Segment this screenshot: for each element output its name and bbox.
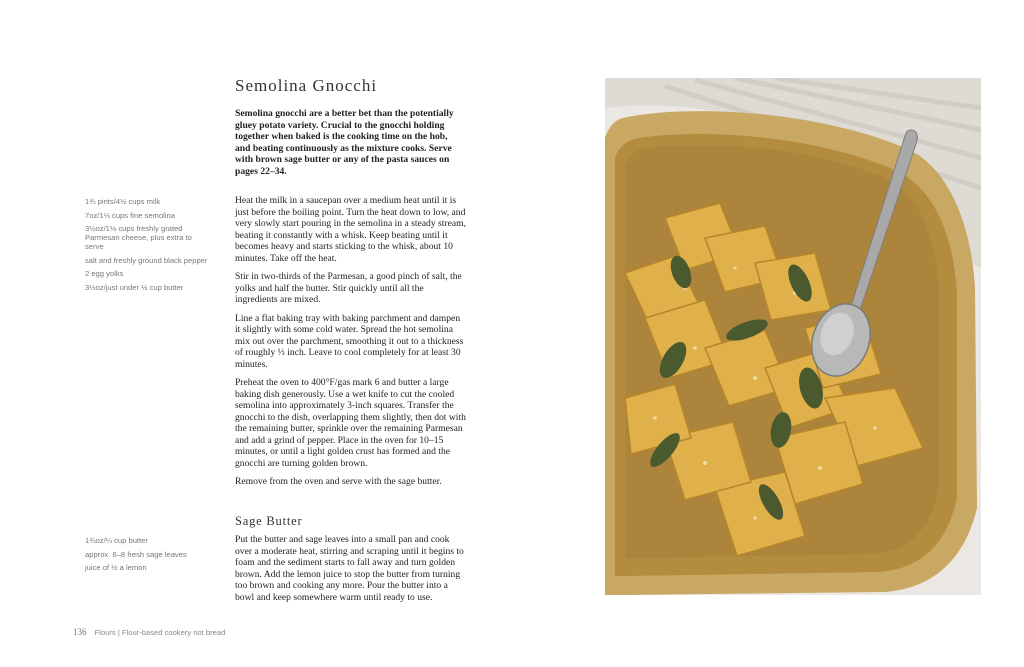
page-number: 136 <box>73 627 87 637</box>
ingredient-item: approx. 6–8 fresh sage leaves <box>85 549 187 559</box>
sage-butter-ingredients <box>85 536 210 577</box>
ingredient-item: 7oz/1⅓ cups fine semolina <box>85 210 175 220</box>
ingredient-item: salt and freshly ground black pepper <box>85 255 208 265</box>
recipe-intro: Semolina gnocchi are a better bet than the potentially gluey potato variety. Crucial to the gnocchi holding together when baked is the cooking time on the hob, and beating continuously as the mixture cooks. Serve with brown sage butter or any of the pasta sauces on pages 22–34. <box>235 108 454 177</box>
method-step: Preheat the oven to 400°F/gas mark 6 and butter a large baking dish generously. Use a wet knife to cut the cooled semolina into approximately 3-inch squares. Transfer the gnocchi to the dish, overlapping them slightly, then dot with the remaining butter, sprinkle over the remaining Parmesan and add a grind of pepper. Place in the oven for 10–15 minutes, or until a light golden crust has formed and the gnocchi are turning golden brown. <box>235 377 466 469</box>
method-step: Line a flat baking tray with baking parchment and dampen it slightly with some cold water. Spread the hot semolina mix out over the parchment, smoothing it out to a thickness of roughly ⅓ inch. Leave to cool completely for at least 30 minutes. <box>235 312 464 370</box>
section-label: Flours | Flour-based cookery not bread <box>94 628 226 637</box>
sage-butter-title: Sage Butter <box>235 514 303 528</box>
ingredient-item: 2 egg yolks <box>85 269 124 278</box>
sage-butter-method <box>235 534 467 610</box>
method-step: Stir in two-thirds of the Parmesan, a good pinch of salt, the yolks and half the butter. Stir quickly until all the ingredients are mixed. <box>235 271 462 305</box>
ingredient-item: 3½oz/just under ½ cup butter <box>85 282 184 292</box>
ingredients-list <box>85 197 210 296</box>
method-steps <box>235 195 467 495</box>
recipe-title: Semolina Gnocchi <box>235 76 378 95</box>
method-step: Put the butter and sage leaves into a small pan and cook over a moderate heat, stirring and scraping until it begins to foam and the sediment starts to fall away and turn golden brown. Add the lemon juice to stop the butter from turning too brown and cooking any more. Pour the butter into a bowl and keep somewhere warm until ready to use. <box>235 534 464 603</box>
ingredient-item: juice of ½ a lemon <box>85 563 147 572</box>
method-step: Remove from the oven and serve with the sage butter. <box>235 476 442 487</box>
method-step: Heat the milk in a saucepan over a medium heat until it is just before the boiling point. Turn the heat down to low, and very slowly start pouring in the semolina in a steady stream, beating it constantly with a whisk. Keep beating until it becomes heavy and starts sticking to the whisk, about 10 minutes. Take off the heat. <box>235 195 466 264</box>
ingredient-item: 3½oz/1⅓ cups freshly grated Parmesan cheese, plus extra to serve <box>85 224 192 251</box>
page-footer <box>73 627 225 637</box>
ingredient-item: 1¾ pints/4½ cups milk <box>85 197 161 206</box>
gnocchi-photo <box>605 78 981 595</box>
baked-gnocchi-illustration <box>605 78 981 595</box>
ingredient-item: 1¾oz/¼ cup butter <box>85 536 148 545</box>
